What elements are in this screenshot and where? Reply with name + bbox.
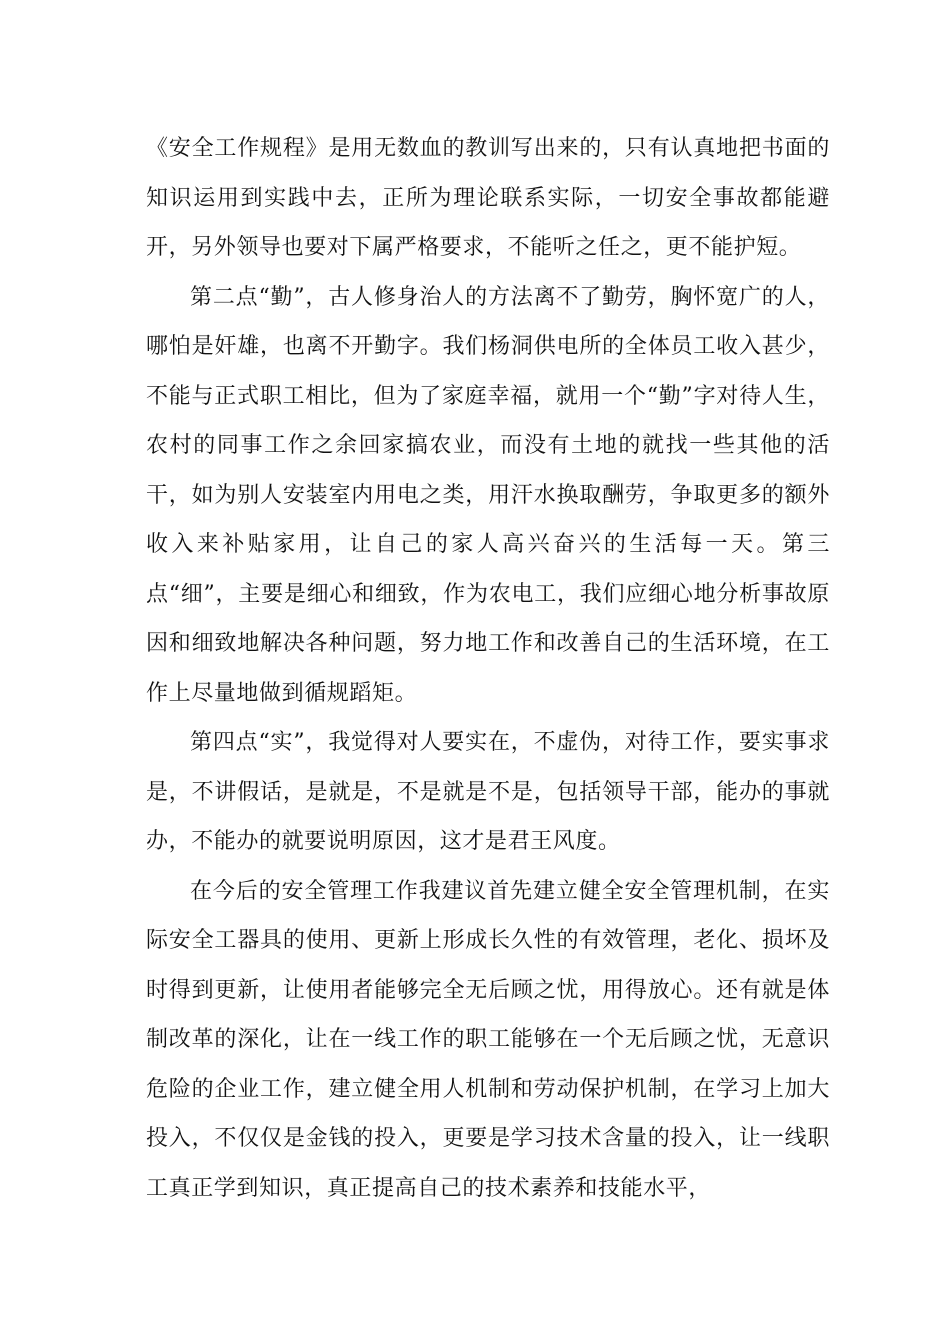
paragraph-honesty: 第四点“实”，我觉得对人要实在，不虚伪，对待工作，要实事求是，不讲假话，是就是，不是就是不是，包括领导干部，能办的事就办，不能办的就要说明原因，这才是君王风度。 — [146, 730, 830, 854]
paragraph-continuation: 《安全工作规程》是用无数血的教训写出来的，只有认真地把书面的知识运用到实践中去，正所为理论联系实际，一切安全事故都能避开，另外领导也要对下属严格要求，不能听之任之，更不能护短。 — [146, 136, 830, 260]
paragraph-safety-management: 在今后的安全管理工作我建议首先建立健全安全管理机制，在实际安全工器具的使用、更新上形成长久性的有效管理，老化、损坏及时得到更新，让使用者能够完全无后顾之忧，用得放心。还有就是体制改革的深化，让在一线工作的职工能够在一个无后顾之忧，无意识危险的企业工作，建立健全用人机制和劳动保护机制，在学习上加大投入，不仅仅是金钱的投入，更要是学习技术含量的投入，让一线职工真正学到知识，真正提高自己的技术素养和技能水平， — [146, 878, 830, 1201]
paragraph-diligence-detail: 第二点“勤”，古人修身治人的方法离不了勤劳，胸怀宽广的人，哪怕是奸雄，也离不开勤字。我们杨洞供电所的全体员工收入甚少，不能与正式职工相比，但为了家庭幸福，就用一个“勤”字对待人生，农村的同事工作之余回家搞农业，而没有土地的就找一些其他的活干，如为别人安装室内用电之类，用汗水换取酬劳，争取更多的额外收入来补贴家用，让自己的家人高兴奋兴的生活每一天。第三点“细”，主要是细心和细致，作为农电工，我们应细心地分析事故原因和细致地解决各种问题，努力地工作和改善自己的生活环境，在工作上尽量地做到循规蹈矩。 — [146, 284, 830, 706]
document-body — [146, 124, 830, 1213]
